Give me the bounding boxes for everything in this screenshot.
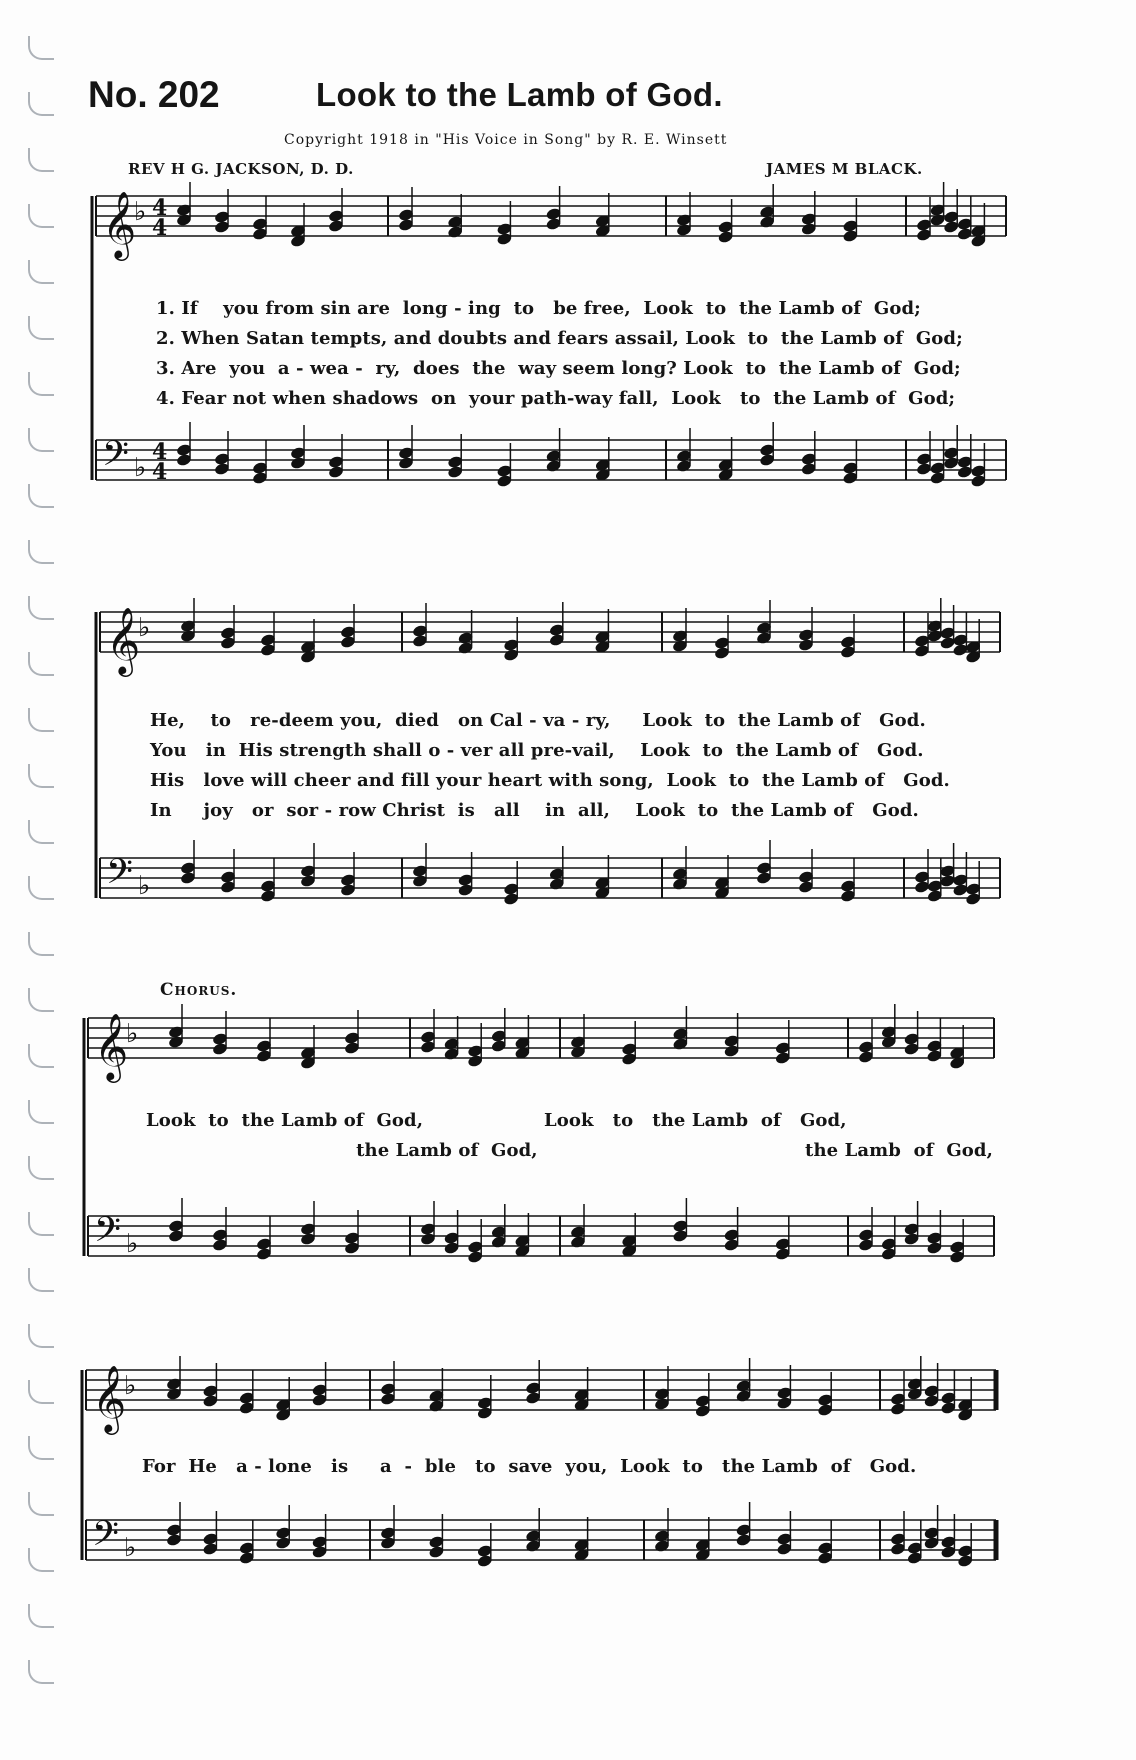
treble-clef-icon: 𝄞 (94, 1012, 129, 1080)
flat-icon: ♭ (126, 1229, 139, 1259)
hymn-title: Look to the Lamb of God. (316, 76, 723, 113)
lyricist-credit: REV H G. JACKSON, D. D. (128, 160, 354, 178)
lyric-verse-line: 3. Are you a - wea - ry, does the way seem long? Look to the Lamb of God; (156, 358, 961, 379)
copyright-notice: Copyright 1918 in "His Voice in Song" by R. E. Winsett (284, 132, 728, 148)
lyric-verse-line: His love will cheer and fill your heart with song, Look to the Lamb of God. (150, 770, 950, 791)
composer-credit: JAMES M BLACK. (766, 160, 923, 178)
lyric-verse-line: In joy or sor - row Christ is all in all, Look to the Lamb of God. (150, 800, 919, 821)
time-signature-four-four: 4 (152, 459, 168, 485)
time-signature-four-four: 4 (152, 215, 168, 241)
treble-clef-icon: 𝄞 (106, 606, 141, 674)
treble-clef-icon: 𝄞 (92, 1364, 127, 1432)
lyric-verse-line: 1. If you from sin are long - ing to be free, Look to the Lamb of God; (156, 298, 921, 319)
bass-clef-icon: 𝄢 (102, 433, 130, 482)
lyric-verse-line: 4. Fear not when shadows on your path-way fall, Look to the Lamb of God; (156, 388, 956, 409)
bass-clef-icon: 𝄢 (92, 1513, 120, 1562)
chorus-label: Chorus. (160, 980, 238, 1000)
time-signature-four-four: 4 (152, 195, 168, 221)
flat-icon: ♭ (124, 1371, 137, 1401)
time-signature-four-four: 4 (152, 439, 168, 465)
bass-clef-icon: 𝄢 (94, 1209, 122, 1258)
flat-icon: ♭ (124, 1533, 137, 1563)
lyric-verse-line: You in His strength shall o - ver all pre-vail, Look to the Lamb of God. (150, 740, 924, 761)
flat-icon: ♭ (126, 1019, 139, 1049)
flat-icon: ♭ (138, 871, 151, 901)
lyric-chorus-line: Look to the Lamb of God, Look to the Lamb of God, (146, 1110, 847, 1131)
bass-clef-icon: 𝄢 (106, 851, 134, 900)
lyric-chorus-line: For He a - lone is a - ble to save you, Look to the Lamb of God. (142, 1456, 917, 1477)
lyric-verse-line: He, to re-deem you, died on Cal - va - ry, Look to the Lamb of God. (150, 710, 926, 731)
treble-clef-icon: 𝄞 (102, 190, 137, 258)
flat-icon: ♭ (138, 613, 151, 643)
flat-icon: ♭ (134, 453, 147, 483)
hymn-number: No. 202 (88, 74, 220, 115)
lyric-chorus-line: the Lamb of God, the Lamb of God, (146, 1140, 993, 1161)
flat-icon: ♭ (134, 197, 147, 227)
lyric-verse-line: 2. When Satan tempts, and doubts and fears assail, Look to the Lamb of God; (156, 328, 963, 349)
